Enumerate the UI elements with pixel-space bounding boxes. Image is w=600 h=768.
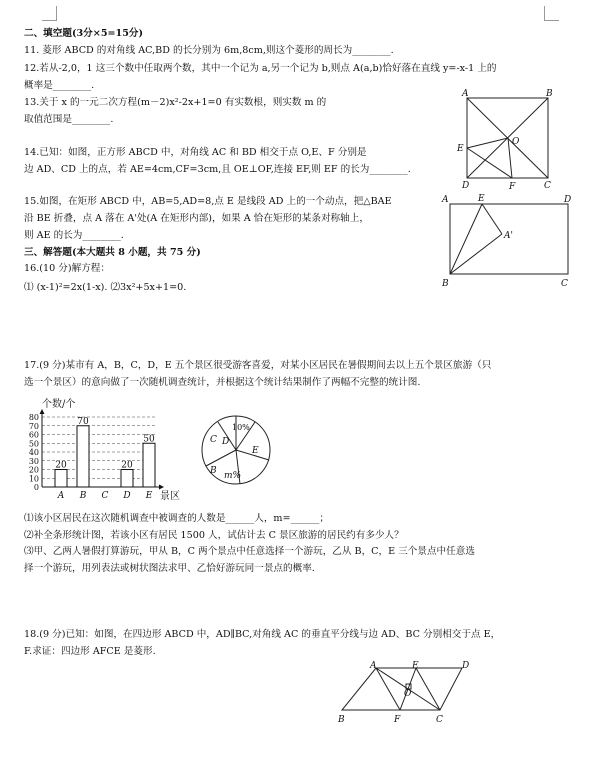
bar-y-tick-label: 80 — [28, 413, 39, 422]
fig18-label-a: A — [370, 661, 377, 671]
question-14-line1: 14.已知：如图，正方形 ABCD 中，对角线 AC 和 BD 相交于点 O,E、F 分别是 — [24, 147, 367, 158]
fig14-label-f: F — [509, 182, 516, 192]
bar-chart-ylabel: 个数/个 — [42, 399, 76, 410]
fig18-label-b: B — [338, 715, 345, 725]
segment-ea-prime — [482, 204, 502, 234]
bar-y-tick-label: 70 — [28, 421, 39, 431]
question-15-line3: 则 AE 的长为________. — [24, 230, 124, 241]
question-17-sub2: ⑵补全条形统计图，若该小区有居民 1500 人，试估计去 C 景区旅游的居民约有多少人？ — [24, 530, 404, 541]
fig18-label-d: D — [462, 661, 470, 671]
figure-18-quadrilateral — [334, 660, 494, 726]
segment-ef — [467, 148, 512, 178]
bar-x-axis-arrow — [159, 485, 164, 490]
bar-y-tick-label: 40 — [28, 448, 39, 457]
fig15-label-b: B — [442, 279, 449, 289]
fig14-label-c: C — [544, 181, 551, 191]
fig14-label-a: A — [462, 89, 469, 99]
bar-category-label: E — [145, 491, 153, 501]
fig15-label-d: D — [564, 195, 572, 205]
pie-label-d-percent: 10% — [232, 423, 250, 432]
fig15-label-a: A — [442, 195, 449, 205]
bar-value-label: 50 — [143, 434, 155, 445]
bar-y-tick-label: 50 — [28, 439, 39, 449]
bar-y-tick-label: 20 — [28, 465, 39, 475]
question-12-line2: 概率是________. — [24, 80, 95, 91]
bar-category-label: B — [79, 491, 87, 501]
crop-mark-right — [544, 6, 559, 21]
pie-label-d: D — [222, 437, 230, 447]
question-17-line1: 17.(9 分)某市有 A，B，C，D，E 五个景区很受游客喜爱，对某小区居民在暑假期间去以上五个景区旅游（只 — [24, 360, 492, 371]
bar-y-tick-label: 10 — [28, 474, 39, 484]
fig14-label-e: E — [457, 144, 464, 154]
bar — [121, 470, 133, 488]
bar-category-label: A — [57, 491, 65, 501]
question-17-sub1: ⑴该小区居民在这次随机调查中被调查的人数是______人，m=______； — [24, 513, 329, 524]
question-14-line2: 边 AD、CD 上的点，若 AE=4cm,CF=3cm,且 OE⊥OF,连接 EF,则 EF 的长为________. — [24, 164, 411, 175]
question-16-parts: ⑴ (x-1)²=2x(1-x). ⑵3x²+5x+1=0. — [24, 282, 187, 293]
bar-category-label: C — [101, 491, 109, 501]
bar-chart-xlabel: 景区 — [160, 491, 180, 502]
bar-chart — [20, 395, 190, 505]
bar-y-tick-label: 0 — [33, 483, 39, 492]
bar — [55, 470, 67, 488]
bar-value-label: 20 — [121, 460, 133, 471]
question-12-line1: 12.若从-2,0，1 这三个数中任取两个数，其中一个记为 a,另一个记为 b,则点 A(a,b)恰好落在直线 y=-x-1 上的 — [24, 63, 497, 74]
fig15-label-a-prime: A' — [504, 231, 513, 241]
bar-value-label: 20 — [55, 460, 67, 471]
question-18-line2: F.求证：四边形 AFCE 是菱形. — [24, 646, 156, 657]
pie-label-a-percent: m% — [224, 471, 242, 481]
question-11: 11. 菱形 ABCD 的对角线 AC,BD 的长分别为 6m,8cm,则这个菱形的周长为________. — [24, 45, 394, 56]
pie-label-c: C — [210, 435, 217, 445]
question-18-line1: 18.(9 分)已知：如图，在四边形 ABCD 中，AD∥BC,对角线 AC 的垂直平分线与边 AD、BC 分别相交于点 E， — [24, 629, 501, 640]
fig18-label-f: F — [394, 715, 401, 725]
fold-line-be — [450, 204, 482, 274]
fig18-label-o: O — [404, 689, 412, 699]
bar-y-tick-label: 60 — [28, 430, 39, 440]
fig15-label-c: C — [561, 279, 568, 289]
question-13-line2: 取值范围是________. — [24, 114, 114, 125]
figure-14-square — [452, 88, 562, 192]
crop-mark-left — [42, 6, 57, 21]
fig15-label-e: E — [478, 194, 485, 204]
bar — [77, 426, 89, 487]
bar-y-tick-label: 30 — [28, 456, 39, 466]
question-15-line2: 沿 BE 折叠，点 A 落在 A'处(A 在矩形内部)，如果 A 恰在矩形的某条对称轴上， — [24, 213, 369, 224]
bar-value-label: 70 — [77, 416, 89, 427]
question-13-line1: 13.关于 x 的一元二次方程(m－2)x²-2x+1=0 有实数根，则实数 m 的 — [24, 97, 327, 108]
segment-ec — [416, 668, 440, 710]
question-17-line2: 选一个景区）的意向做了一次随机调查统计，并根据这个统计结果制作了两幅不完整的统计图. — [24, 377, 421, 388]
pie-divider-5 — [206, 450, 236, 466]
question-15-line1: 15.如图，在矩形 ABCD 中，AB=5,AD=8,点 E 是线段 AD 上的一个动点，把△BAE — [24, 196, 392, 207]
pie-chart — [196, 410, 276, 490]
fig18-label-e: E — [412, 661, 419, 671]
fig14-label-b: B — [546, 89, 553, 99]
question-17-sub3-line2: 择一个游玩，用列表法或树状图法求甲、乙恰好游玩同一景点的概率. — [24, 563, 315, 574]
section2-title: 二、填空题(3分×5=15分) — [24, 28, 144, 39]
question-16-title: 16.(10 分)解方程： — [24, 263, 110, 274]
pie-label-e: E — [252, 446, 259, 456]
fig14-label-o: O — [512, 137, 520, 147]
fig18-label-c: C — [436, 715, 443, 725]
segment-af — [376, 668, 400, 710]
fig14-label-d: D — [462, 181, 470, 191]
question-17-sub3-line1: ⑶甲、乙两人暑假打算游玩，甲从 B，C 两个景点中任意选择一个游玩，乙从 B，C，E 三个景点中任意选 — [24, 546, 475, 557]
figure-15-rectangle — [436, 190, 576, 290]
bar — [143, 443, 155, 487]
pie-label-b: B — [210, 466, 217, 476]
segment-ba-prime — [450, 234, 502, 274]
bar-category-label: D — [123, 491, 131, 501]
section3-title: 三、解答题(本大题共 8 小题，共 75 分) — [24, 247, 201, 258]
